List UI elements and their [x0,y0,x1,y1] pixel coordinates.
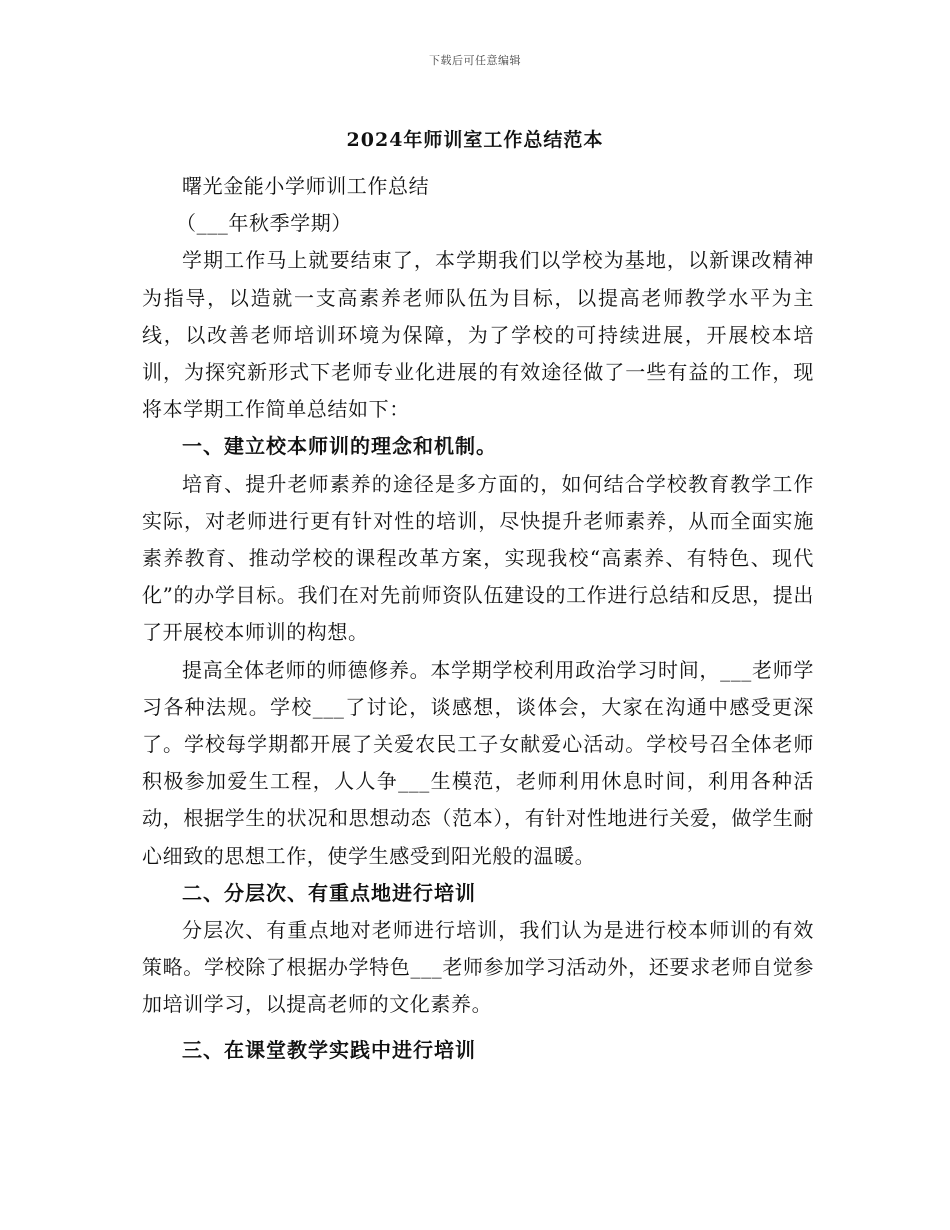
document-title: 2024年师训室工作总结范本 [346,129,604,151]
section-1-paragraph-2: 提高全体老师的师德修养。本学期学校利用政治学习时间，___老师学习各种法规。学校___了讨论，谈感想，谈体会，大家在沟通中感受更深了。学校每学期都开展了关爱农民工子女献爱心活动。学校号召全体老师积极参加爱生工程，人人争___生模范，老师利用休息时间，利用各种活动，根据学生的状况和思想动态（范本），有针对性地进行关爱，做学生耐心细致的思想工作，使学生感受到阳光般的温暖。 [142,657,814,868]
document-body [142,168,814,1069]
subtitle: 曙光金能小学师训工作总结 [182,174,430,198]
section-3-heading: 三、在课堂教学实践中进行培训 [182,1037,476,1062]
intro-paragraph: 学期工作马上就要结束了，本学期我们以学校为基地，以新课改精神为指导，以造就一支高素养老师队伍为目标，以提高老师教学水平为主线，以改善老师培训环境为保障，为了学校的可持续进展，开展校本培训，为探究新形式下老师专业化进展的有效途径做了一些有益的工作，现将本学期工作简单总结如下： [142,248,814,422]
section-2-heading: 二、分层次、有重点地进行培训 [182,880,476,905]
header-note: 下载后可任意编辑 [429,54,521,67]
semester-note: （___年秋季学期） [176,211,352,236]
section-1-heading: 一、建立校本师训的理念和机制。 [182,434,497,459]
section-1-paragraph-1: 培育、提升老师素养的途径是多方面的，如何结合学校教育教学工作实际，对老师进行更有针对性的培训，尽快提升老师素养，从而全面实施素养教育、推动学校的课程改革方案，实现我校“高素养、有特色、现代化”的办学目标。我们在对先前师资队伍建设的工作进行总结和反思，提出了开展校本师训的构想。 [142,471,814,645]
section-2-paragraph-1: 分层次、有重点地对老师进行培训，我们认为是进行校本师训的有效策略。学校除了根据办学特色___老师参加学习活动外，还要求老师自觉参加培训学习，以提高老师的文化素养。 [142,918,814,1017]
